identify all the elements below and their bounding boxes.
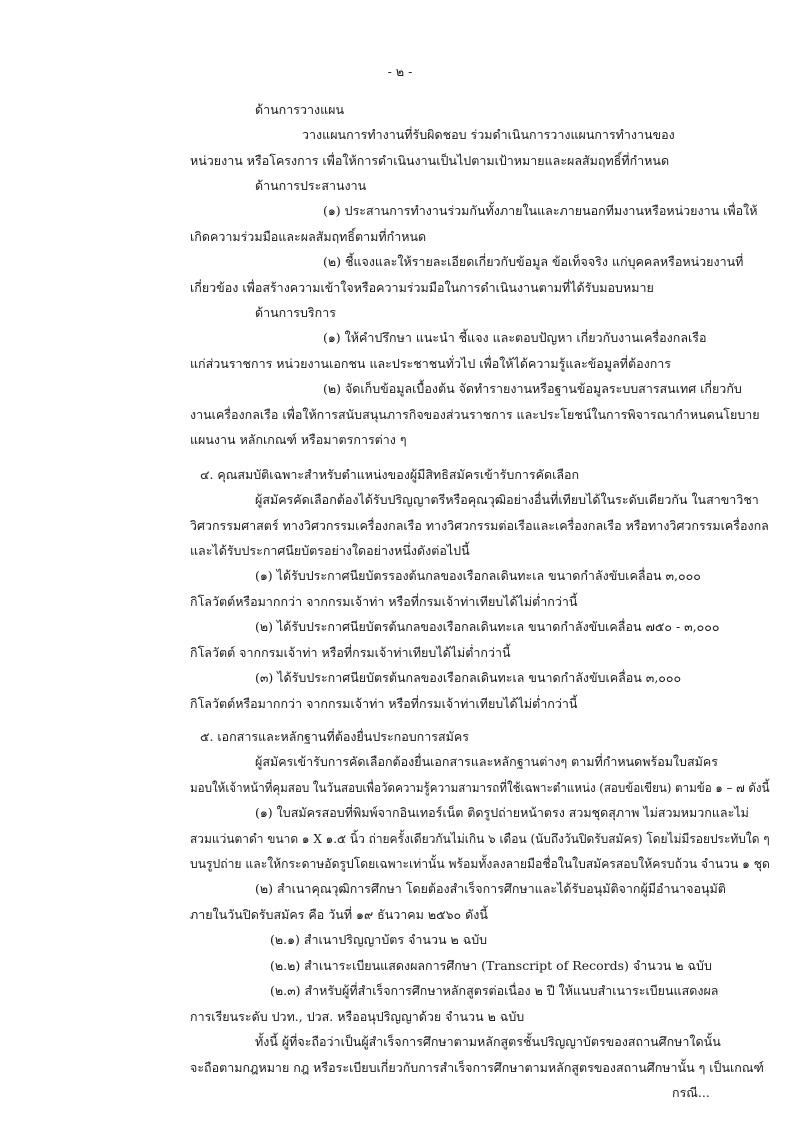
qualifications-item-1-line-1: (๑) ได้รับประกาศนียบัตรรองต้นกลของเรือกลเดินทะเล ขนาดกำลังขับเคลื่อน ๓,๐๐๐ xyxy=(255,568,701,583)
planning-paragraph-line-1: วางแผนการทำงานที่รับผิดชอบ ร่วมดำเนินการวางแผนการทำงานของ xyxy=(302,127,675,142)
planning-paragraph-line-2: หน่วยงาน หรือโครงการ เพื่อให้การดำเนินงานเป็นไปตามเป้าหมายและผลสัมฤทธิ์ที่กำหนด xyxy=(190,153,670,168)
service-item-1-line-2: แก่ส่วนราชการ หน่วยงานเอกชน และประชาชนทั่วไป เพื่อให้ได้ความรู้และข้อมูลที่ต้องการ xyxy=(190,356,672,371)
documents-sub-item-2-1: (๒.๑) สำเนาปริญญาบัตร จำนวน ๒ ฉบับ xyxy=(270,932,488,947)
documents-item-2-line-2: ภายในวันปิดรับสมัคร คือ วันที่ ๑๙ ธันวาคม ๒๕๖๐ ดังนี้ xyxy=(190,907,488,922)
service-item-2-line-3: แผนงาน หลักเกณฑ์ หรือมาตรการต่าง ๆ xyxy=(190,432,407,447)
qualifications-heading: ๔. คุณสมบัติเฉพาะสำหรับตำแหน่งของผู้มีสิทธิสมัครเข้ารับการคัดเลือก xyxy=(200,467,580,482)
service-item-1-line-1: (๑) ให้คำปรึกษา แนะนำ ชี้แจง และตอบปัญหา เกี่ยวกับงานเครื่องกลเรือ xyxy=(323,330,707,345)
qualifications-item-2-line-1: (๒) ได้รับประกาศนียบัตรต้นกลของเรือกลเดินทะเล ขนาดกำลังขับเคลื่อน ๗๕๐ - ๓,๐๐๐ xyxy=(255,619,720,634)
qualifications-intro-line-1: ผู้สมัครคัดเลือกต้องได้รับปริญญาตรีหรือคุณวุฒิอย่างอื่นที่เทียบได้ในระดับเดียวกัน ในสาขาวิชา xyxy=(255,492,759,507)
planning-heading: ด้านการวางแผน xyxy=(255,102,345,117)
documents-item-1-line-2: สวมแว่นตาดำ ขนาด ๑ X ๑.๕ นิ้ว ถ่ายครั้งเดียวกันไม่เกิน ๖ เดือน (นับถึงวันปิดรับสมัคร) โดยไม่มีรอยประทับใด ๆ xyxy=(190,831,770,846)
documents-item-2-line-1: (๒) สำเนาคุณวุฒิการศึกษา โดยต้องสำเร็จการศึกษาและได้รับอนุมัติจากผู้มีอำนาจอนุมัติ xyxy=(255,881,726,896)
qualifications-item-2-line-2: กิโลวัตต์ จากกรมเจ้าท่า หรือที่กรมเจ้าท่าเทียบได้ไม่ต่ำกว่านี้ xyxy=(190,645,511,660)
documents-sub-item-2-2: (๒.๒) สำเนาระเบียนแสดงผลการศึกษา (Transcript of Records) จำนวน ๒ ฉบับ xyxy=(270,958,712,973)
documents-note-line-2: จะถือตามกฎหมาย กฎ หรือระเบียบเกี่ยวกับการสำเร็จการศึกษาตามหลักสูตรของสถานศึกษานั้น ๆ เป็นเกณฑ์ xyxy=(190,1060,764,1075)
coordination-item-2-line-1: (๒) ชี้แจงและให้รายละเอียดเกี่ยวกับข้อมูล ข้อเท็จจริง แก่บุคคลหรือหน่วยงานที่ xyxy=(323,254,744,269)
service-heading: ด้านการบริการ xyxy=(255,305,336,320)
documents-intro-line-2: มอบให้เจ้าหน้าที่คุมสอบ ในวันสอบเพื่อวัดความรู้ความสามารถที่ใช้เฉพาะตำแหน่ง (สอบข้อเขียน) ตามข้อ ๑ – ๗ ดังนี้ xyxy=(190,780,770,795)
qualifications-item-3-line-1: (๓) ได้รับประกาศนียบัตรต้นกลของเรือกลเดินทะเล ขนาดกำลังขับเคลื่อน ๓,๐๐๐ xyxy=(255,670,682,685)
coordination-item-2-line-2: เกี่ยวข้อง เพื่อสร้างความเข้าใจหรือความร่วมมือในการดำเนินงานตามที่ได้รับมอบหมาย xyxy=(190,280,654,295)
documents-note-line-1: ทั้งนี้ ผู้ที่จะถือว่าเป็นผู้สำเร็จการศึกษาตามหลักสูตรชั้นปริญญาบัตรของสถานศึกษาใดนั้น xyxy=(255,1034,721,1049)
qualifications-item-3-line-2: กิโลวัตต์หรือมากกว่า จากกรมเจ้าท่า หรือที่กรมเจ้าท่าเทียบได้ไม่ต่ำกว่านี้ xyxy=(190,696,578,711)
documents-sub-item-2-3-line-2: การเรียนระดับ ปวท., ปวส. หรืออนุปริญญาด้วย จำนวน ๒ ฉบับ xyxy=(190,1009,525,1024)
coordination-heading: ด้านการประสานงาน xyxy=(255,178,367,193)
documents-heading: ๕. เอกสารและหลักฐานที่ต้องยื่นประกอบการสมัคร xyxy=(200,729,469,744)
page-number: - ๒ - xyxy=(387,64,413,79)
service-item-2-line-2: งานเครื่องกลเรือ เพื่อให้การสนับสนุนภารกิจของส่วนราชการ และประโยชน์ในการพิจารณากำหนดนโยบาย xyxy=(190,407,760,422)
continuation-word: กรณี... xyxy=(672,1085,710,1100)
service-item-2-line-1: (๒) จัดเก็บข้อมูลเบื้องต้น จัดทำรายงานหรือฐานข้อมูลระบบสารสนเทศ เกี่ยวกับ xyxy=(323,381,742,396)
coordination-item-1-line-2: เกิดความร่วมมือและผลสัมฤทธิ์ตามที่กำหนด xyxy=(190,229,427,244)
qualifications-intro-line-3: และได้รับประกาศนียบัตรอย่างใดอย่างหนึ่งดังต่อไปนี้ xyxy=(190,543,470,558)
documents-intro-line-1: ผู้สมัครเข้ารับการคัดเลือกต้องยื่นเอกสารและหลักฐานต่างๆ ตามที่กำหนดพร้อมใบสมัคร xyxy=(255,754,718,769)
qualifications-intro-line-2: วิศวกรรมศาสตร์ ทางวิศวกรรมเครื่องกลเรือ ทางวิศวกรรมต่อเรือและเครื่องกลเรือ หรือทางวิศวกรรมเครื่องกล xyxy=(190,518,769,533)
documents-sub-item-2-3-line-1: (๒.๓) สำหรับผู้ที่สำเร็จการศึกษาหลักสูตรต่อเนื่อง ๒ ปี ให้แนบสำเนาระเบียนแสดงผล xyxy=(270,983,719,998)
coordination-item-1-line-1: (๑) ประสานการทำงานร่วมกันทั้งภายในและภายนอกทีมงานหรือหน่วยงาน เพื่อให้ xyxy=(323,203,758,218)
documents-item-1-line-3: บนรูปถ่าย และให้กระดาษอัดรูปโดยเฉพาะเท่านั้น พร้อมทั้งลงลายมือชื่อในใบสมัครสอบให้ครบถ้วน จำนวน ๑ ชุด xyxy=(190,856,770,871)
documents-item-1-line-1: (๑) ใบสมัครสอบที่พิมพ์จากอินเทอร์เน็ต ติดรูปถ่ายหน้าตรง สวมชุดสุภาพ ไม่สวมหมวกและไม่ xyxy=(255,805,749,820)
qualifications-item-1-line-2: กิโลวัตต์หรือมากกว่า จากกรมเจ้าท่า หรือที่กรมเจ้าท่าเทียบได้ไม่ต่ำกว่านี้ xyxy=(190,594,578,609)
